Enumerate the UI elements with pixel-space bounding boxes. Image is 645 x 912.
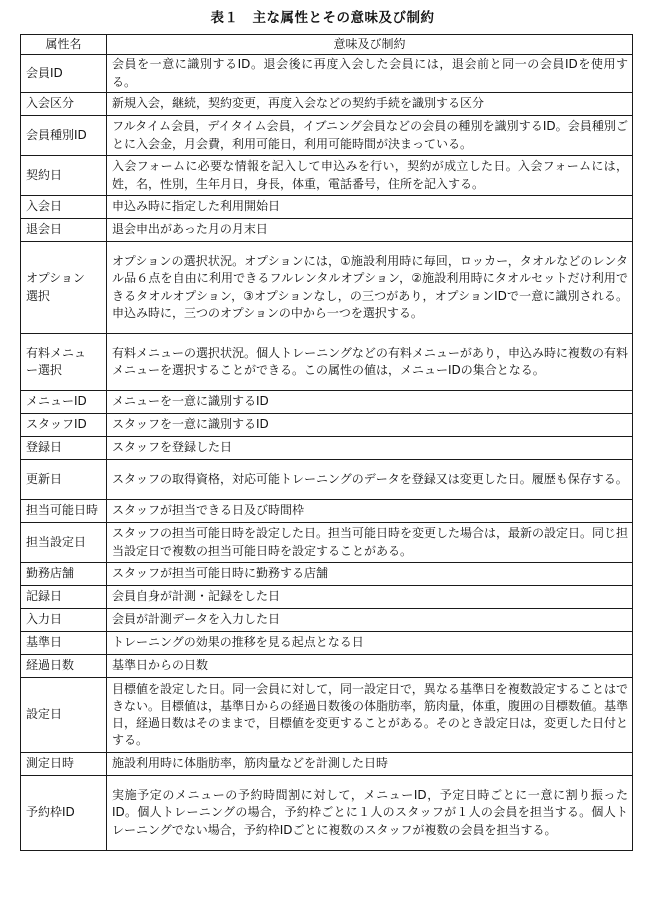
table-row xyxy=(21,242,633,334)
attribute-name: 担当設定日 xyxy=(21,523,107,563)
attribute-name: 契約日 xyxy=(21,156,107,196)
table-row xyxy=(21,655,633,678)
table-row xyxy=(21,156,633,196)
attribute-name: 基準日 xyxy=(21,632,107,655)
attribute-description: スタッフが担当できる日及び時間枠 xyxy=(107,500,633,523)
attribute-description: 施設利用時に体脂肪率，筋肉量などを計測した日時 xyxy=(107,753,633,776)
table-row xyxy=(21,55,633,93)
table-row xyxy=(21,563,633,586)
attribute-name: 退会日 xyxy=(21,219,107,242)
attribute-description: 申込み時に指定した利用開始日 xyxy=(107,196,633,219)
attribute-name: 予約枠ID xyxy=(21,776,107,851)
attribute-name: 入力日 xyxy=(21,609,107,632)
attribute-description: オプションの選択状況。オプションには，①施設利用時に毎回，ロッカー，タオルなどのレンタル品６点を自由に利用できるフルレンタルオプション，②施設利用時にタオルセットだけ利用できるタオルオプション，③オプションなし，の三つがあり，オプションIDで一意に識別される。申込み時に，三つのオプションの中から一つを選択する。 xyxy=(107,242,633,334)
attribute-table xyxy=(20,34,633,851)
attribute-name: 測定日時 xyxy=(21,753,107,776)
table-row xyxy=(21,632,633,655)
table-row xyxy=(21,500,633,523)
attribute-description: 有料メニューの選択状況。個人トレーニングなどの有料メニューがあり，申込み時に複数の有料メニューを選択することができる。この属性の値は，メニューIDの集合となる。 xyxy=(107,334,633,391)
attribute-name: 更新日 xyxy=(21,460,107,500)
attribute-description: トレーニングの効果の推移を見る起点となる日 xyxy=(107,632,633,655)
table-row xyxy=(21,414,633,437)
attribute-name: メニューID xyxy=(21,391,107,414)
table-row xyxy=(21,460,633,500)
attribute-name: 有料メニュ ー選択 xyxy=(21,334,107,391)
attribute-name: 会員種別ID xyxy=(21,116,107,156)
table-row xyxy=(21,219,633,242)
attribute-description: 基準日からの日数 xyxy=(107,655,633,678)
table-row xyxy=(21,93,633,116)
attribute-description: フルタイム会員，デイタイム会員，イブニング会員などの会員の種別を識別するID。会員種別ごとに入会金，月会費，利用可能日，利用可能時間が決まっている。 xyxy=(107,116,633,156)
table-row xyxy=(21,609,633,632)
attribute-description: スタッフの担当可能日時を設定した日。担当可能日時を変更した場合は，最新の設定日。同じ担当設定日で複数の担当可能日時を設定することがある。 xyxy=(107,523,633,563)
header-attribute-name: 属性名 xyxy=(21,35,107,55)
table-row xyxy=(21,678,633,753)
table-row xyxy=(21,391,633,414)
table-row xyxy=(21,753,633,776)
table-row xyxy=(21,586,633,609)
attribute-name: オプション 選択 xyxy=(21,242,107,334)
attribute-description: 新規入会，継続，契約変更，再度入会などの契約手続を識別する区分 xyxy=(107,93,633,116)
table-row xyxy=(21,437,633,460)
attribute-description: スタッフが担当可能日時に勤務する店舗 xyxy=(107,563,633,586)
table-header-row xyxy=(21,35,633,55)
table-row xyxy=(21,776,633,851)
attribute-description: 目標値を設定した日。同一会員に対して，同一設定日で，異なる基準日を複数設定することはできない。目標値は，基準日からの経過日数後の体脂肪率，筋肉量，体重，腹囲の目標数値。基準日，経過日数はそのままで，目標値を変更することがある。そのとき設定日は，変更した日付とする。 xyxy=(107,678,633,753)
table-row xyxy=(21,334,633,391)
table-row xyxy=(21,523,633,563)
attribute-description: 退会申出があった月の月末日 xyxy=(107,219,633,242)
attribute-name: 勤務店舗 xyxy=(21,563,107,586)
attribute-name: 担当可能日時 xyxy=(21,500,107,523)
attribute-name: スタッフID xyxy=(21,414,107,437)
attribute-description: 実施予定のメニューの予約時間割に対して，メニューID，予定日時ごとに一意に割り振ったID。個人トレーニングの場合，予約枠ごとに１人のスタッフが１人の会員を担当する。個人トレーニングでない場合，予約枠IDごとに複数のスタッフが複数の会員を担当する。 xyxy=(107,776,633,851)
attribute-name: 入会日 xyxy=(21,196,107,219)
attribute-description: メニューを一意に識別するID xyxy=(107,391,633,414)
attribute-description: 会員自身が計測・記録をした日 xyxy=(107,586,633,609)
attribute-description: 会員が計測データを入力した日 xyxy=(107,609,633,632)
attribute-name: 設定日 xyxy=(21,678,107,753)
attribute-description: スタッフを一意に識別するID xyxy=(107,414,633,437)
attribute-description: スタッフを登録した日 xyxy=(107,437,633,460)
attribute-name: 会員ID xyxy=(21,55,107,93)
table-title: 表１ 主な属性とその意味及び制約 xyxy=(210,10,435,26)
attribute-description: 会員を一意に識別するID。退会後に再度入会した会員には，退会前と同一の会員IDを使用する。 xyxy=(107,55,633,93)
attribute-description: スタッフの取得資格，対応可能トレーニングのデータを登録又は変更した日。履歴も保存する。 xyxy=(107,460,633,500)
attribute-name: 入会区分 xyxy=(21,93,107,116)
table-row xyxy=(21,196,633,219)
header-meaning-constraints: 意味及び制約 xyxy=(107,35,633,55)
attribute-name: 経過日数 xyxy=(21,655,107,678)
attribute-name: 登録日 xyxy=(21,437,107,460)
attribute-name: 記録日 xyxy=(21,586,107,609)
attribute-description: 入会フォームに必要な情報を記入して申込みを行い，契約が成立した日。入会フォームには，姓，名，性別，生年月日，身長，体重，電話番号，住所を記入する。 xyxy=(107,156,633,196)
table-row xyxy=(21,116,633,156)
